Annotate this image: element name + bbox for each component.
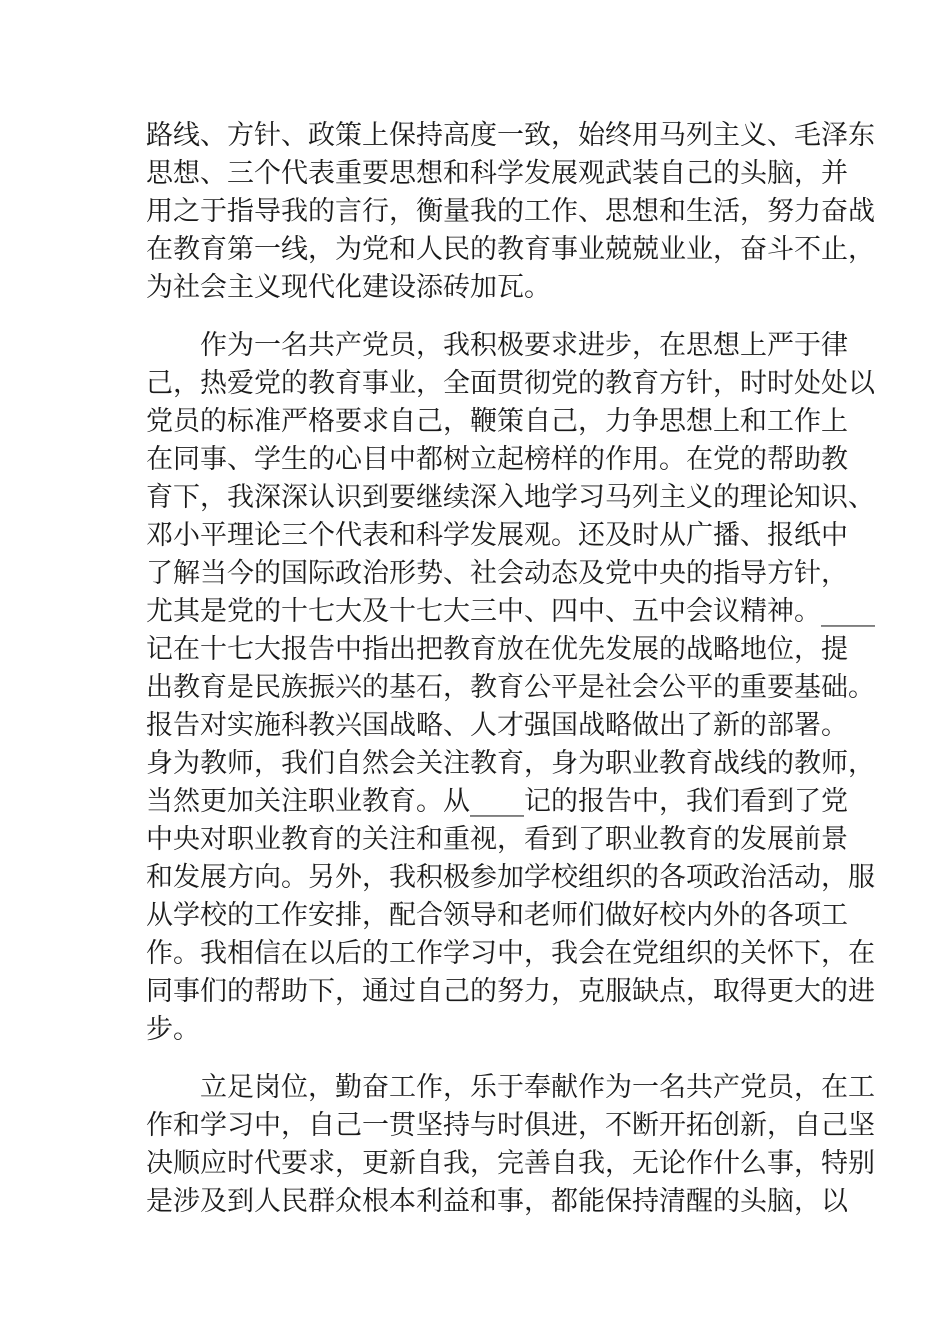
text-line: 同事们的帮助下，通过自己的努力，克服缺点，取得更大的进 — [146, 976, 875, 1007]
text-line: 立足岗位，勤奋工作，乐于奉献作为一名共产党员，在工 — [146, 1072, 875, 1103]
text-line: 中央对职业教育的关注和重视，看到了职业教育的发展前景 — [146, 824, 848, 855]
text-line: 作。我相信在以后的工作学习中，我会在党组织的关怀下，在 — [146, 938, 875, 969]
text-line: 决顺应时代要求，更新自我，完善自我，无论作什么事，特别 — [146, 1148, 875, 1179]
text-line: 步。 — [146, 1014, 200, 1045]
text-line: 在同事、学生的心目中都树立起榜样的作用。在党的帮助教 — [146, 444, 848, 475]
text-line: 当然更加关注职业教育。从____记的报告中，我们看到了党 — [146, 786, 848, 817]
text-line: 记在十七大报告中指出把教育放在优先发展的战略地位，提 — [146, 634, 848, 665]
text-line: 为社会主义现代化建设添砖加瓦。 — [146, 272, 551, 303]
text-line: 用之于指导我的言行，衡量我的工作、思想和生活，努力奋战 — [146, 196, 875, 227]
text-line: 出教育是民族振兴的基石，教育公平是社会公平的重要基础。 — [146, 672, 875, 703]
text-line: 从学校的工作安排，配合领导和老师们做好校内外的各项工 — [146, 900, 848, 931]
text-line: 党员的标准严格要求自己，鞭策自己，力争思想上和工作上 — [146, 406, 848, 437]
text-line: 邓小平理论三个代表和科学发展观。还及时从广播、报纸中 — [146, 520, 848, 551]
text-line: 己，热爱党的教育事业，全面贯彻党的教育方针，时时处处以 — [146, 368, 875, 399]
text-line: 思想、三个代表重要思想和科学发展观武装自己的头脑，并 — [146, 158, 848, 189]
text-line: 作和学习中，自己一贯坚持与时俱进，不断开拓创新，自己坚 — [146, 1110, 875, 1141]
text-line: 身为教师，我们自然会关注教育，身为职业教育战线的教师， — [146, 748, 875, 779]
text-line: 尤其是党的十七大及十七大三中、四中、五中会议精神。____ — [146, 596, 875, 627]
text-line: 在教育第一线，为党和人民的教育事业兢兢业业，奋斗不止， — [146, 234, 875, 265]
text-line: 报告对实施科教兴国战略、人才强国战略做出了新的部署。 — [146, 710, 848, 741]
text-line: 作为一名共产党员，我积极要求进步，在思想上严于律 — [146, 330, 848, 361]
text-line: 了解当今的国际政治形势、社会动态及党中央的指导方针， — [146, 558, 848, 589]
text-line: 是涉及到人民群众根本利益和事，都能保持清醒的头脑，以 — [146, 1186, 848, 1217]
text-line: 路线、方针、政策上保持高度一致，始终用马列主义、毛泽东 — [146, 120, 875, 151]
text-line: 和发展方向。另外，我积极参加学校组织的各项政治活动，服 — [146, 862, 875, 893]
text-line: 育下，我深深认识到要继续深入地学习马列主义的理论知识、 — [146, 482, 875, 513]
